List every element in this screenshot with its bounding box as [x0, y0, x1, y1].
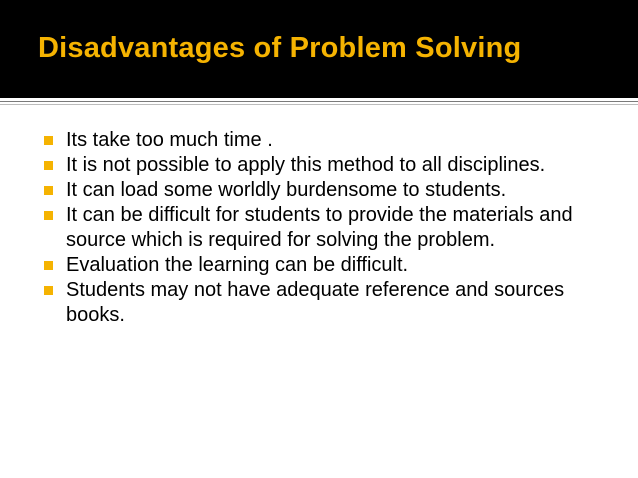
bullet-text: Evaluation the learning can be difficult.: [66, 254, 409, 276]
square-bullet-icon: [44, 161, 53, 170]
square-bullet-icon: [44, 261, 53, 270]
bullet-item: [44, 203, 604, 253]
bullet-item: [44, 253, 604, 278]
divider-line: [0, 101, 638, 102]
bullet-item: [44, 278, 604, 328]
bullet-text: It can load some worldly burdensome to students.: [66, 179, 507, 201]
square-bullet-icon: [44, 136, 53, 145]
square-bullet-icon: [44, 286, 53, 295]
bullet-item: [44, 178, 604, 203]
bullet-text: Its take too much time .: [66, 129, 273, 151]
square-bullet-icon: [44, 186, 53, 195]
square-bullet-icon: [44, 211, 53, 220]
bullet-list: [44, 128, 604, 328]
bullet-text: Students may not have adequate reference and sources books.: [66, 279, 565, 326]
title-banner: [0, 0, 638, 98]
bullet-item: [44, 153, 604, 178]
bullet-text: It is not possible to apply this method to all disciplines.: [66, 154, 546, 176]
bullet-item: [44, 128, 604, 153]
divider-line-secondary: [0, 104, 638, 105]
bullet-text: It can be difficult for students to provide the materials and source which is required for solving the problem.: [66, 204, 573, 251]
slide-title: Disadvantages of Problem Solving: [38, 32, 522, 64]
